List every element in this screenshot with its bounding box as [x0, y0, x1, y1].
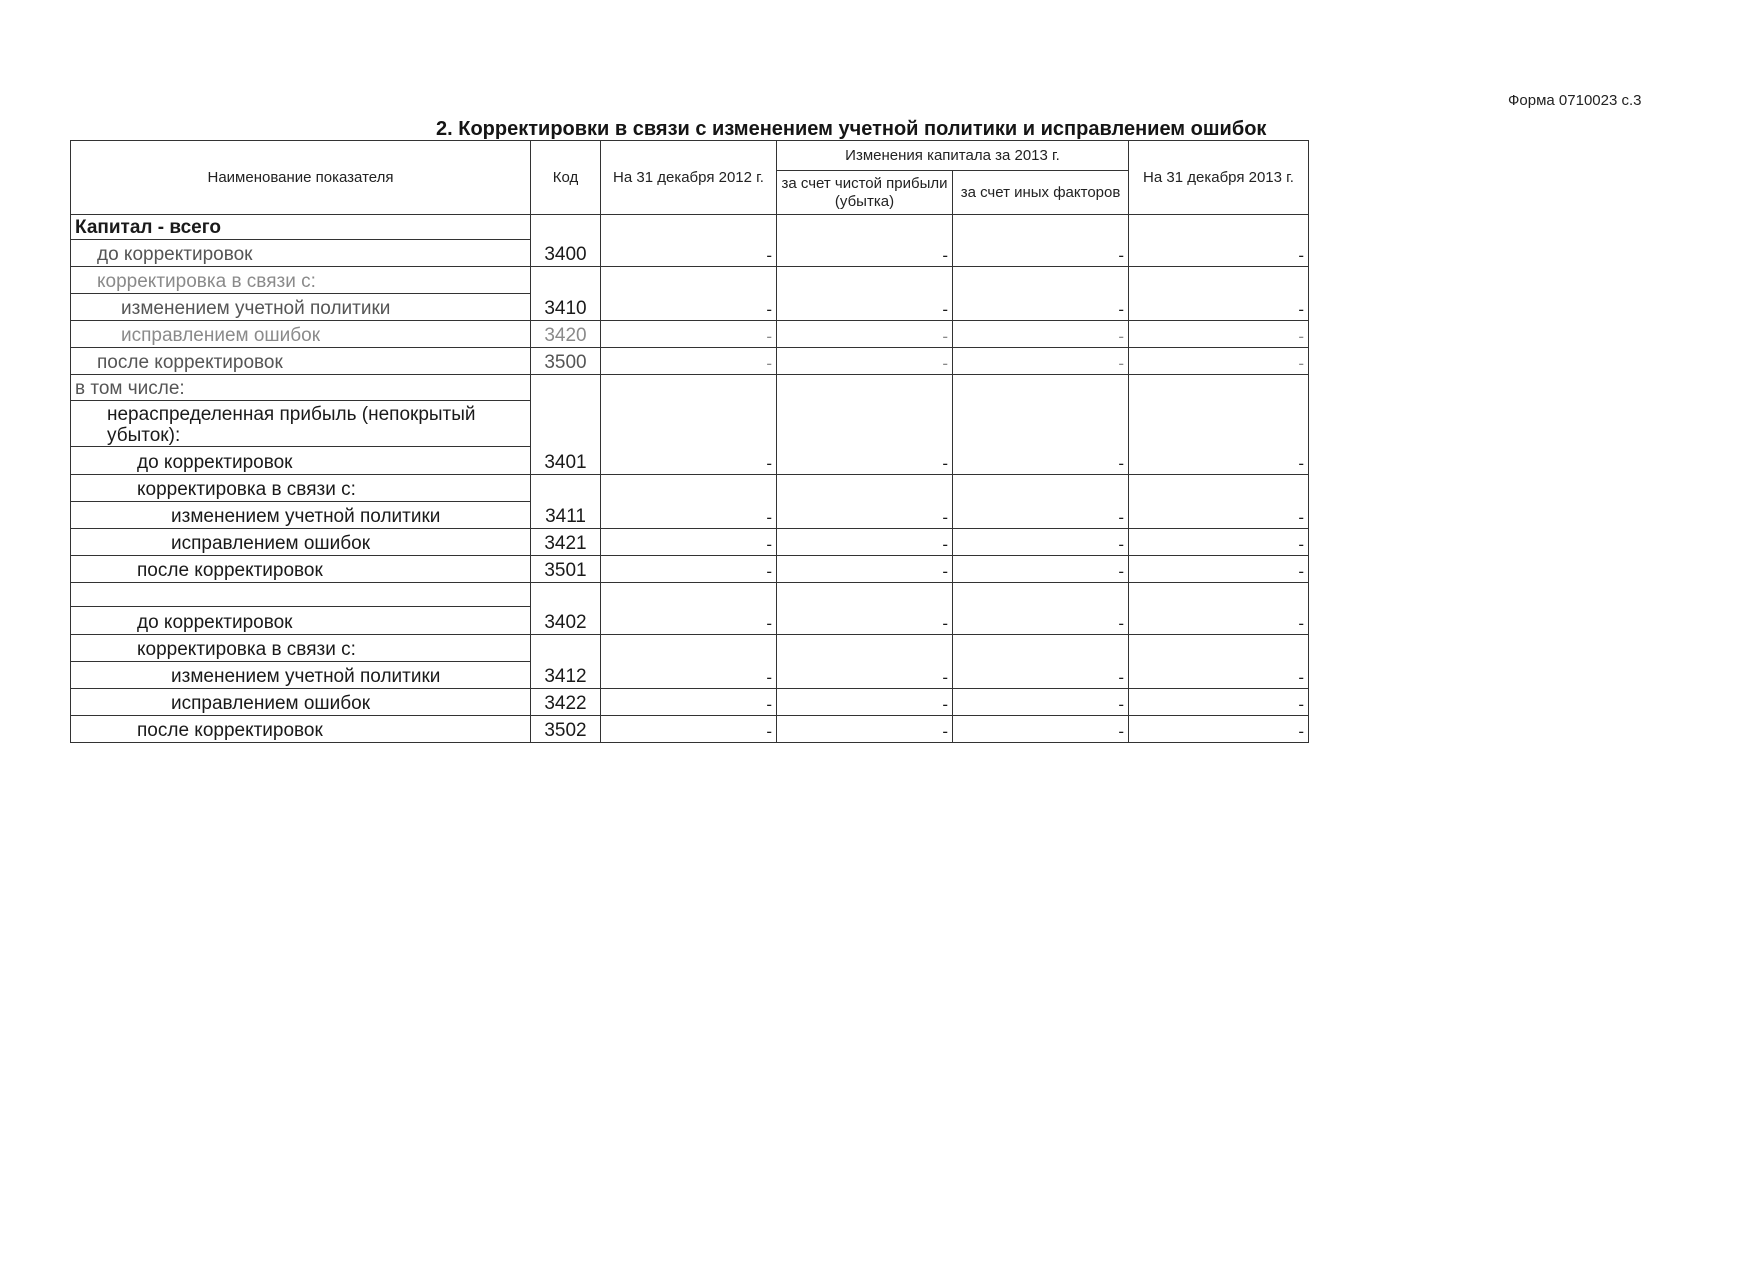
cell-other-factors: -: [953, 556, 1129, 583]
cell-dec-2012: -: [601, 556, 777, 583]
cell-other-factors: -: [953, 267, 1129, 321]
row-code: 3400: [531, 215, 601, 267]
row-name: Капитал - всего: [71, 215, 531, 240]
row-code: 3421: [531, 529, 601, 556]
row-name: в том числе:: [71, 375, 531, 401]
cell-other-factors: -: [953, 321, 1129, 348]
row-name: корректировка в связи с:: [71, 475, 531, 502]
cell-dec-2012: -: [601, 635, 777, 689]
cell-dec-2013: -: [1129, 321, 1309, 348]
cell-net-profit: -: [777, 529, 953, 556]
cell-dec-2012: -: [601, 348, 777, 375]
row-name: исправлением ошибок: [71, 321, 531, 348]
cell-dec-2012: -: [601, 215, 777, 267]
cell-other-factors: -: [953, 716, 1129, 743]
cell-dec-2012: -: [601, 689, 777, 716]
cell-net-profit: -: [777, 689, 953, 716]
cell-dec-2013: -: [1129, 348, 1309, 375]
cell-dec-2012: -: [601, 321, 777, 348]
cell-dec-2013: -: [1129, 215, 1309, 267]
cell-dec-2012: -: [601, 267, 777, 321]
row-name: исправлением ошибок: [71, 689, 531, 716]
table-row: [71, 529, 1309, 556]
row-code: 3412: [531, 635, 601, 689]
row-name: после корректировок: [71, 348, 531, 375]
cell-other-factors: -: [953, 348, 1129, 375]
row-name: изменением учетной политики: [71, 662, 531, 689]
cell-net-profit: -: [777, 475, 953, 529]
row-code: 3501: [531, 556, 601, 583]
cell-net-profit: -: [777, 267, 953, 321]
cell-dec-2012: -: [601, 583, 777, 635]
cell-other-factors: -: [953, 635, 1129, 689]
cell-net-profit: -: [777, 556, 953, 583]
row-name: после корректировок: [71, 556, 531, 583]
cell-dec-2013: -: [1129, 529, 1309, 556]
cell-net-profit: -: [777, 215, 953, 267]
table-row: [71, 556, 1309, 583]
cell-net-profit: -: [777, 348, 953, 375]
row-name: исправлением ошибок: [71, 529, 531, 556]
cell-dec-2013: -: [1129, 689, 1309, 716]
cell-dec-2012: -: [601, 716, 777, 743]
cell-dec-2013: -: [1129, 375, 1309, 475]
row-name: изменением учетной политики: [71, 502, 531, 529]
cell-dec-2012: -: [601, 375, 777, 475]
header-name: Наименование показателя: [71, 141, 531, 215]
cell-dec-2013: -: [1129, 583, 1309, 635]
cell-net-profit: -: [777, 321, 953, 348]
table-row: [71, 716, 1309, 743]
row-name: до корректировок: [71, 447, 531, 475]
cell-net-profit: -: [777, 635, 953, 689]
table-row: [71, 475, 1309, 502]
form-code: Форма 0710023 с.3: [1508, 92, 1642, 109]
corrections-table: [70, 140, 1309, 743]
cell-other-factors: -: [953, 215, 1129, 267]
row-code: 3502: [531, 716, 601, 743]
cell-dec-2013: -: [1129, 267, 1309, 321]
row-name: [71, 583, 531, 607]
header-net-profit: за счет чистой прибыли (убытка): [777, 171, 953, 215]
table-row: [71, 689, 1309, 716]
cell-net-profit: -: [777, 716, 953, 743]
cell-other-factors: -: [953, 375, 1129, 475]
header-code: Код: [531, 141, 601, 215]
cell-other-factors: -: [953, 583, 1129, 635]
row-code: 3500: [531, 348, 601, 375]
header-other-factors: за счет иных факторов: [953, 171, 1129, 215]
row-code: 3410: [531, 267, 601, 321]
row-name: изменением учетной политики: [71, 294, 531, 321]
row-name: корректировка в связи с:: [71, 635, 531, 662]
cell-dec-2013: -: [1129, 556, 1309, 583]
cell-other-factors: -: [953, 689, 1129, 716]
cell-dec-2013: -: [1129, 716, 1309, 743]
row-name: корректировка в связи с:: [71, 267, 531, 294]
row-code: 3402: [531, 583, 601, 635]
section-title: 2. Корректировки в связи с изменением учетной политики и исправлением ошибок: [436, 118, 1267, 140]
header-changes-group: Изменения капитала за 2013 г.: [777, 141, 1129, 171]
table-row: [71, 215, 1309, 240]
cell-dec-2012: -: [601, 529, 777, 556]
table-row: [71, 375, 1309, 401]
row-code: 3420: [531, 321, 601, 348]
table-row: [71, 267, 1309, 294]
row-name: нераспределенная прибыль (непокрытый убыток):: [71, 401, 531, 447]
cell-net-profit: -: [777, 375, 953, 475]
cell-dec-2012: -: [601, 475, 777, 529]
table-row: [71, 348, 1309, 375]
header-dec-2013: На 31 декабря 2013 г.: [1129, 141, 1309, 215]
table-row: [71, 583, 1309, 607]
row-code: 3411: [531, 475, 601, 529]
row-code: 3422: [531, 689, 601, 716]
row-name: после корректировок: [71, 716, 531, 743]
cell-dec-2013: -: [1129, 635, 1309, 689]
row-name: до корректировок: [71, 607, 531, 635]
cell-net-profit: -: [777, 583, 953, 635]
table-row: [71, 635, 1309, 662]
cell-dec-2013: -: [1129, 475, 1309, 529]
row-name: до корректировок: [71, 240, 531, 267]
table-row: [71, 321, 1309, 348]
header-dec-2012: На 31 декабря 2012 г.: [601, 141, 777, 215]
cell-other-factors: -: [953, 475, 1129, 529]
row-code: 3401: [531, 375, 601, 475]
cell-other-factors: -: [953, 529, 1129, 556]
